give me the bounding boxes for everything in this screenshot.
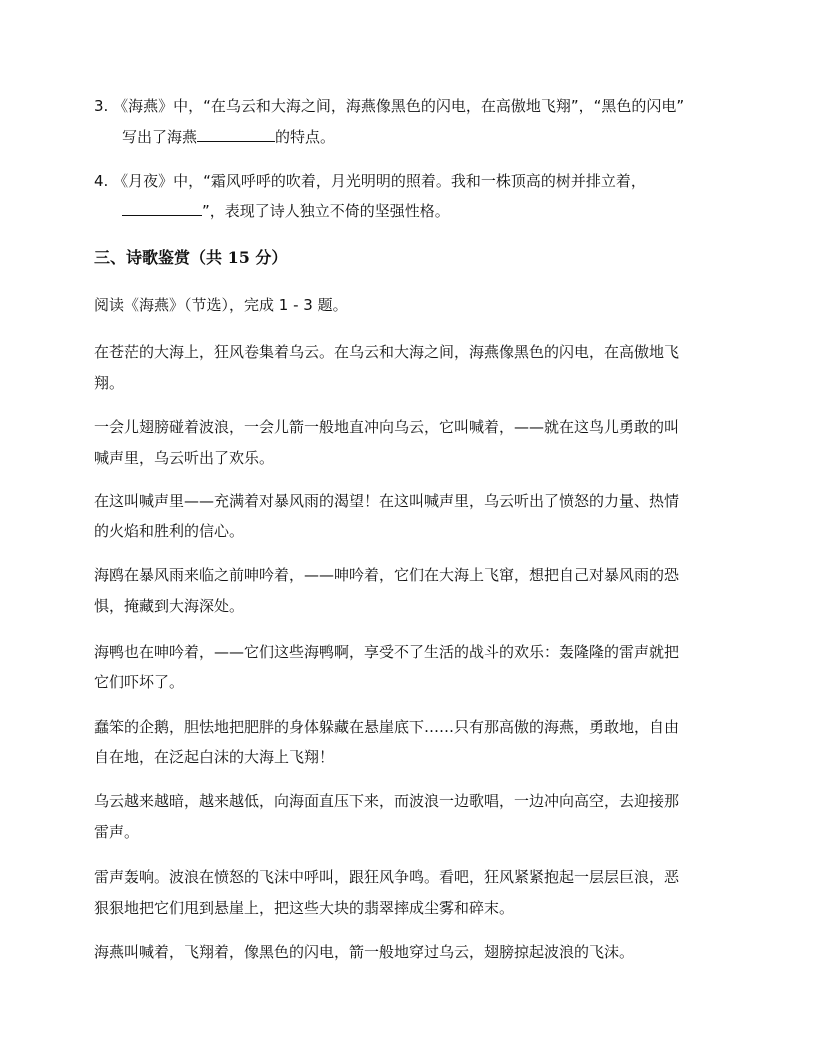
- paragraph-2-line-1: 一会儿翅膀碰着波浪，一会儿箭一般地直冲向乌云，它叫喊着，——就在这鸟儿勇敢的叫: [94, 418, 680, 436]
- paragraph-4-line-2: 惧，掩藏到大海深处。: [94, 597, 245, 615]
- question-3-text-before: 写出了海燕: [122, 128, 198, 146]
- paragraph-5-line-2: 它们吓坏了。: [94, 673, 185, 691]
- paragraph-6-line-1: 蠢笨的企鹅，胆怯地把肥胖的身体躲藏在悬崖底下……只有那高傲的海燕，勇敢地，自由: [94, 718, 680, 736]
- paragraph-2-line-2: 喊声里，乌云听出了欢乐。: [94, 449, 275, 467]
- paragraph-3-line-1: 在这叫喊声里——充满着对暴风雨的渴望！在这叫喊声里，乌云听出了愤怒的力量、热情: [94, 492, 680, 510]
- paragraph-7-line-1: 乌云越来越暗，越来越低，向海面直压下来，而波浪一边歌唱，一边冲向高空，去迎接那: [94, 792, 680, 810]
- paragraph-5-line-1: 海鸭也在呻吟着，——它们这些海鸭啊，享受不了生活的战斗的欢乐：轰隆隆的雷声就把: [94, 643, 680, 661]
- paragraph-8-line-2: 狠狠地把它们甩到悬崖上，把这些大块的翡翠摔成尘雾和碎末。: [94, 899, 515, 917]
- reading-instruction: 阅读《海燕》（节选），完成 1 - 3 题。: [94, 296, 348, 314]
- question-3-text-after: 的特点。: [275, 128, 336, 146]
- paragraph-9-line-1: 海燕叫喊着，飞翔着，像黑色的闪电，箭一般地穿过乌云，翅膀掠起波浪的飞沫。: [94, 943, 635, 961]
- question-4-line-2: [122, 201, 762, 221]
- question-3-line-2: [122, 127, 762, 147]
- section-heading: 三、诗歌鉴赏（共 15 分）: [94, 248, 288, 267]
- paragraph-4-line-1: 海鸥在暴风雨来临之前呻吟着，——呻吟着，它们在大海上飞窜，想把自己对暴风雨的恐: [94, 566, 680, 584]
- question-4-text-after: ”，表现了诗人独立不倚的坚强性格。: [202, 202, 450, 220]
- paragraph-1-line-2: 翔。: [94, 374, 125, 392]
- answer-blank-q4[interactable]: [122, 201, 202, 216]
- paragraph-8-line-1: 雷声轰响。波浪在愤怒的飞沫中呼叫，跟狂风争鸣。看吧，狂风紧紧抱起一层层巨浪，恶: [94, 868, 680, 886]
- paragraph-3-line-2: 的火焰和胜利的信心。: [94, 522, 245, 540]
- answer-blank-q3[interactable]: [197, 127, 275, 142]
- paragraph-1-line-1: 在苍茫的大海上，狂风卷集着乌云。在乌云和大海之间，海燕像黑色的闪电，在高傲地飞: [94, 343, 680, 361]
- question-3-line-1: 3. 《海燕》中，“在乌云和大海之间，海燕像黑色的闪电，在高傲地飞翔”，“黑色的闪电”: [94, 97, 685, 115]
- paragraph-7-line-2: 雷声。: [94, 823, 140, 841]
- question-4-line-1: 4. 《月夜》中，“霜风呼呼的吹着，月光明明的照着。我和一株顶高的树并排立着，: [94, 172, 646, 190]
- paragraph-6-line-2: 自在地，在泛起白沫的大海上飞翔！: [94, 748, 335, 766]
